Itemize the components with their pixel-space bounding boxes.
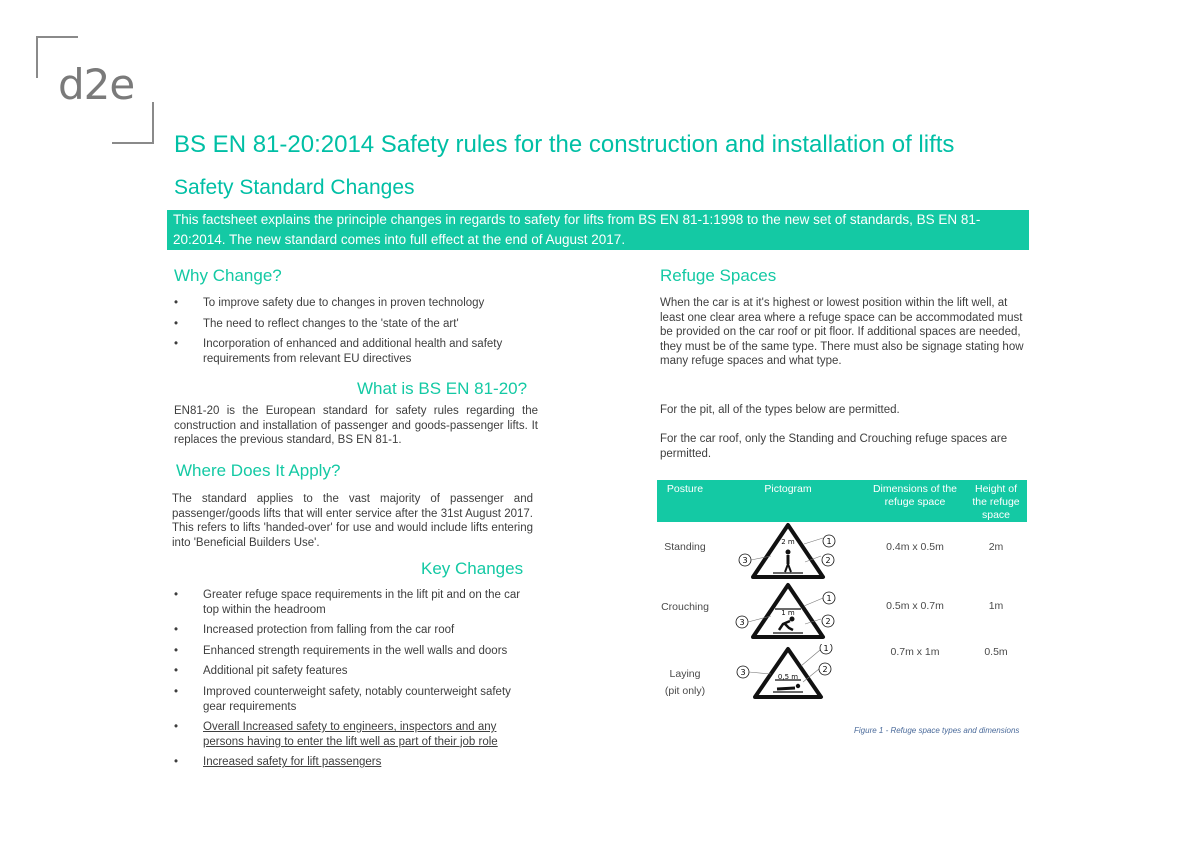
- refuge-text-1: When the car is at it's highest or lowest position within the lift well, at least one clear area where a refuge space can be accommodated must be provided on the car roof or pit floor. If additional spaces are needed, they must be of the same type. There must also be signage stating how many refuge spaces and what type.: [660, 297, 1024, 368]
- standing-pictogram: [733, 522, 837, 582]
- callout-1: 1: [826, 537, 832, 546]
- height-cell: 0.5m: [984, 646, 1008, 658]
- dimensions-cell: 0.4m x 0.5m: [886, 541, 944, 553]
- table-row: [657, 522, 1027, 582]
- logo-text: d2e: [58, 60, 135, 109]
- list-item: • Enhanced strength requirements in the well walls and doors: [174, 644, 508, 657]
- list-item: • The need to reflect changes to the 'state of the art': [174, 317, 459, 330]
- callout-2: 2: [825, 556, 831, 565]
- intro-banner: This factsheet explains the principle changes in regards to safety for lifts from BS EN 81-1:1998 to the new set of standards, BS EN 81-20:2014. The new standard comes into full effect at the end of August 2017.: [167, 210, 1029, 250]
- table-row: [657, 582, 1027, 642]
- sign-label: 1 m: [781, 609, 795, 617]
- callout-3: 3: [739, 618, 745, 627]
- what-is-text: EN81-20 is the European standard for safety rules regarding the construction and installation of passenger and goods-passenger lifts. It replaces the previous standard, BS EN 81-1.: [174, 405, 538, 447]
- refuge-text-2: For the pit, all of the types below are permitted.: [660, 404, 900, 416]
- header-pictogram: Pictogram: [764, 483, 812, 495]
- dimensions-cell: 0.5m x 0.7m: [886, 600, 944, 612]
- where-applies-heading: Where Does It Apply?: [176, 461, 341, 480]
- callout-2: 2: [825, 617, 831, 626]
- header-dimensions: Dimensions of the refuge space: [872, 483, 958, 508]
- list-item: • Increased safety for lift passengers: [174, 756, 382, 769]
- posture-cell: [657, 666, 713, 700]
- callout-1: 1: [826, 594, 832, 603]
- table-header: [657, 480, 1027, 522]
- what-is-heading: What is BS EN 81-20?: [357, 379, 528, 398]
- height-cell: 2m: [988, 541, 1004, 553]
- callout-1: 1: [823, 644, 829, 653]
- where-applies-text: The standard applies to the vast majority of passenger and passenger/goods lifts that will enter service after the 31st August 2017. This refers to lifts 'handed-over' for use and would include lifts entering into 'Beneficial Builders Use'.: [172, 493, 533, 549]
- list-item: • Overall Increased safety to engineers, inspectors and any persons having to enter the lift well as part of their job role: [174, 721, 498, 748]
- table-row: [657, 644, 1027, 704]
- height-cell: 1m: [988, 600, 1004, 612]
- crouching-pictogram: [733, 582, 837, 642]
- callout-3: 3: [742, 556, 748, 565]
- list-item: • Increased protection from falling from the car roof: [174, 624, 455, 637]
- figure-caption: Figure 1 - Refuge space types and dimensions: [854, 726, 1020, 735]
- key-changes-list: [174, 588, 529, 770]
- list-item: • Greater refuge space requirements in the lift pit and on the car top within the headroom: [174, 589, 521, 616]
- refuge-spaces-heading: Refuge Spaces: [660, 266, 777, 285]
- dimensions-cell: 0.7m x 1m: [890, 646, 940, 658]
- refuge-text-3: For the car roof, only the Standing and Crouching refuge spaces are permitted.: [660, 433, 1008, 460]
- callout-2: 2: [822, 665, 828, 674]
- header-height: Height of the refuge space: [972, 483, 1020, 521]
- callout-3: 3: [740, 668, 746, 677]
- sign-label: 0,5 m: [777, 673, 799, 681]
- posture-note: (pit only): [664, 685, 706, 697]
- posture-label: Laying: [669, 668, 701, 680]
- why-change-list: [174, 296, 534, 366]
- header-posture: Posture: [666, 483, 704, 495]
- company-logo: [36, 36, 154, 144]
- posture-cell: Standing: [664, 541, 706, 553]
- list-item: • Additional pit safety features: [174, 665, 348, 678]
- page-subtitle: Safety Standard Changes: [174, 176, 415, 199]
- list-item: • Incorporation of enhanced and additional health and safety requirements from relevant EU directives: [174, 338, 503, 365]
- list-item: • To improve safety due to changes in proven technology: [174, 297, 485, 309]
- sign-label: 2 m: [781, 538, 795, 546]
- list-item: • Improved counterweight safety, notably counterweight safety gear requirements: [174, 685, 511, 713]
- page-title: BS EN 81-20:2014 Safety rules for the construction and installation of lifts: [174, 131, 955, 158]
- laying-pictogram: [733, 644, 837, 704]
- key-changes-heading: Key Changes: [421, 559, 524, 578]
- why-change-heading: Why Change?: [174, 266, 282, 285]
- posture-cell: Crouching: [661, 601, 709, 613]
